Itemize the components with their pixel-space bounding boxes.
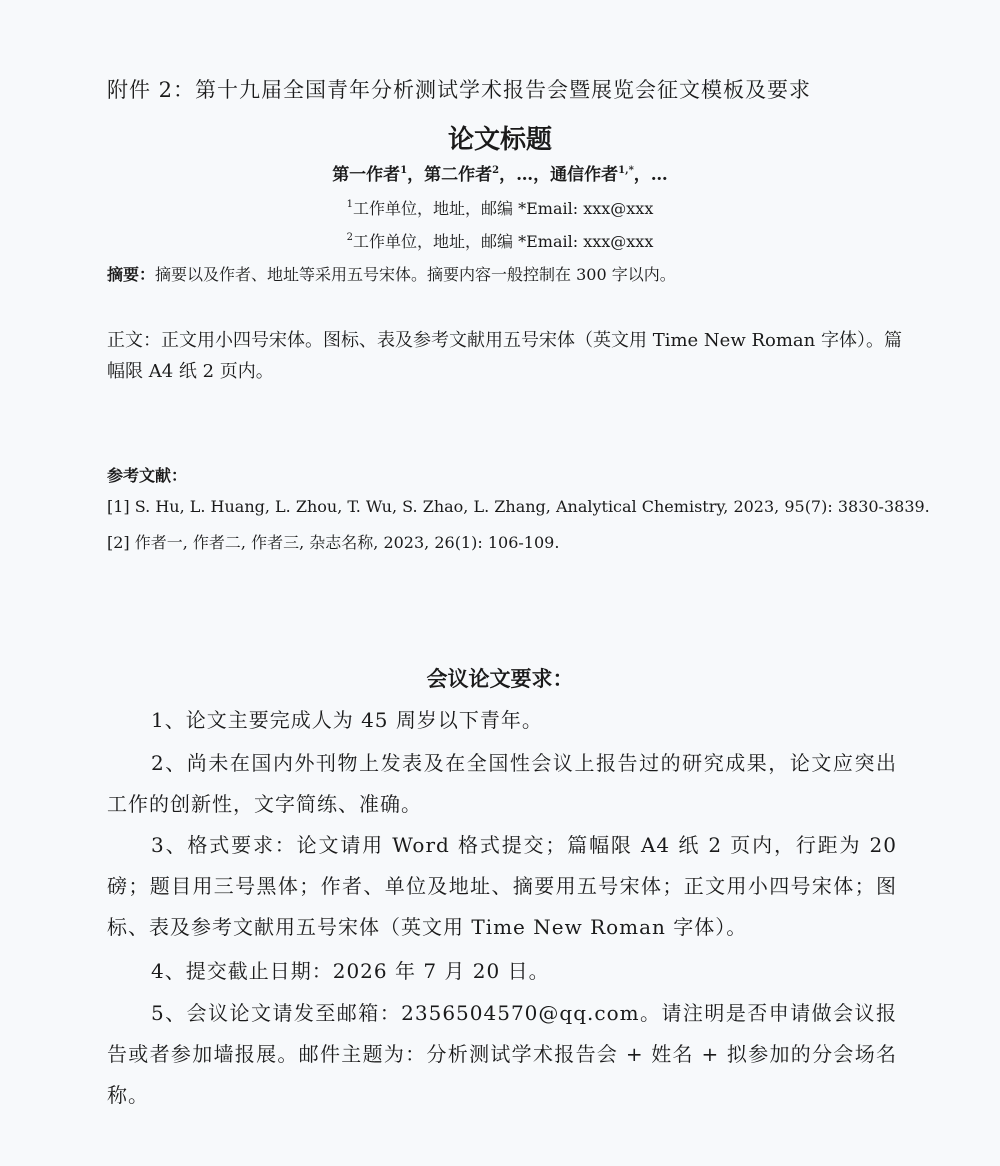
reference-item: [1] S. Hu, L. Huang, L. Zhou, T. Wu, S. Zhao, L. Zhang, Analytical Chemistry, 2023, 95(7): 3830-3839. (107, 497, 930, 516)
author-second-sup: 2 (492, 165, 500, 176)
author-line (0, 160, 1000, 185)
author-corresponding-sup: 1,* (618, 165, 634, 176)
requirement-item: 5、会议论文请发至邮箱：2356504570@qq.com。请注明是否申请做会议报告或者参加墙报展。邮件主题为：分析测试学术报告会 + 姓名 + 拟参加的分会场名称。 (107, 1001, 897, 1107)
author-first: 第一作者 (332, 165, 401, 185)
author-separator: ，…， (499, 165, 551, 185)
references-heading: 参考文献： (107, 466, 188, 485)
requirement-item: 2、尚未在国内外刊物上发表及在全国性会议上报告过的研究成果，论文应突出工作的创新性，文字简练、准确。 (107, 751, 897, 816)
author-second: 第二作者 (424, 165, 493, 185)
requirement-item: 3、格式要求：论文请用 Word 格式提交；篇幅限 A4 纸 2 页内，行距为 20 磅；题目用三号黑体；作者、单位及地址、摘要用五号宋体；正文用小四号宋体；图标、表及参考文献用五号宋体（英文用 Time New Roman 字体）。 (107, 833, 897, 939)
affiliation-1-sup: 1 (346, 199, 354, 210)
author-corresponding: 通信作者 (550, 165, 619, 185)
author-first-sup: 1 (400, 165, 408, 176)
reference-item: [2] 作者一, 作者二, 作者三, 杂志名称, 2023, 26(1): 106-109. (107, 533, 560, 552)
abstract (107, 262, 676, 285)
author-tail: ，… (633, 165, 668, 185)
paper-title: 论文标题 (447, 125, 552, 155)
attachment-heading: 附件 2：第十九届全国青年分析测试学术报告会暨展览会征文模板及要求 (107, 78, 812, 102)
affiliation-1 (0, 196, 1000, 219)
affiliation-2-text: 工作单位，地址，邮编 *Email: xxx@xxx (353, 232, 654, 251)
author-separator: ， (407, 165, 425, 185)
body-text: 正文：正文用小四号宋体。图标、表及参考文献用五号宋体（英文用 Time New Roman 字体）。篇幅限 A4 纸 2 页内。 (107, 330, 902, 382)
affiliation-2-sup: 2 (346, 232, 354, 243)
affiliation-1-text: 工作单位，地址，邮编 *Email: xxx@xxx (353, 199, 654, 218)
affiliation-2 (0, 229, 1000, 252)
requirements-heading: 会议论文要求： (426, 667, 574, 691)
abstract-label: 摘要： (107, 265, 156, 284)
requirement-item: 4、提交截止日期：2026 年 7 月 20 日。 (151, 959, 550, 983)
abstract-text: 摘要以及作者、地址等采用五号宋体。摘要内容一般控制在 300 字以内。 (155, 265, 676, 284)
requirement-item: 1、论文主要完成人为 45 周岁以下青年。 (151, 708, 543, 732)
